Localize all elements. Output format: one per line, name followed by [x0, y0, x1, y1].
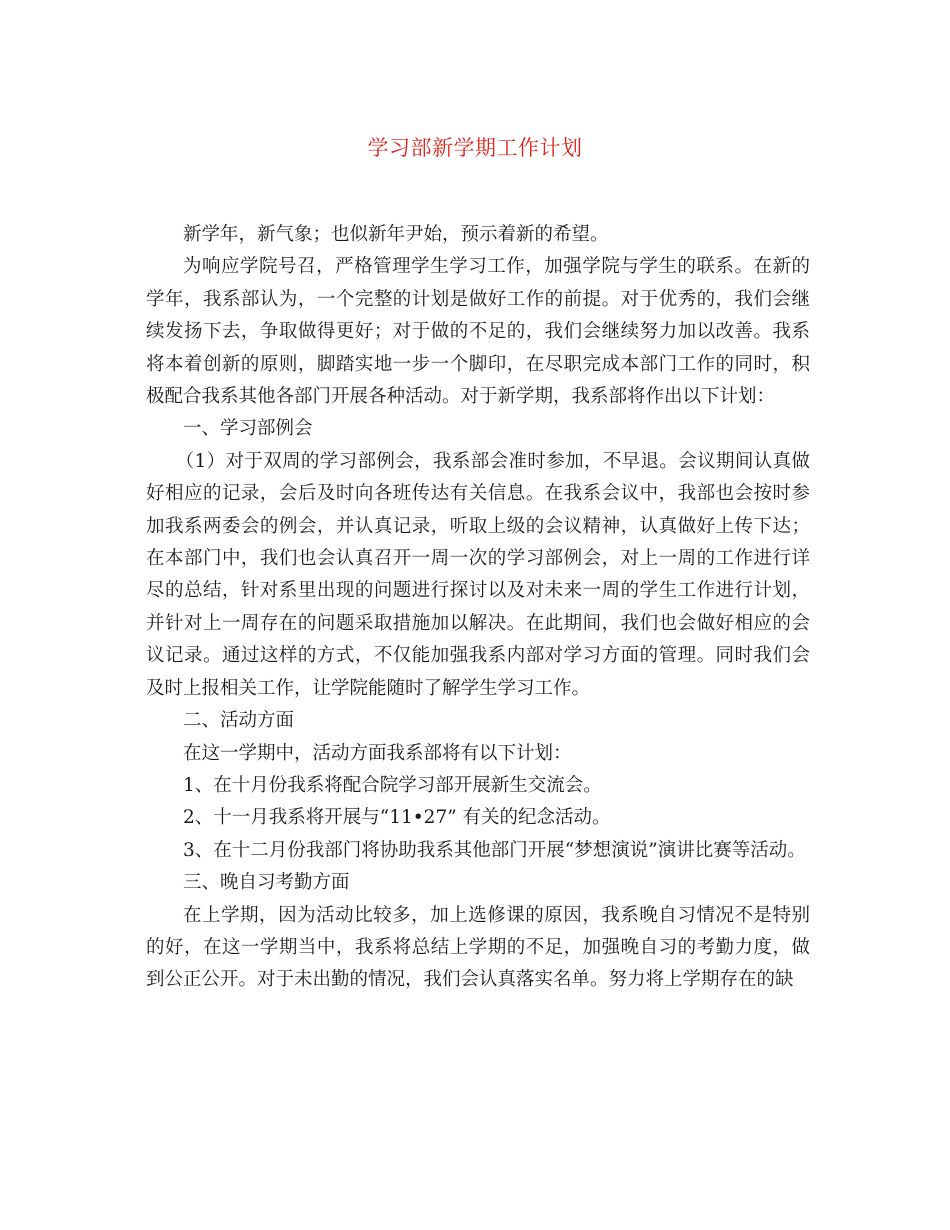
document-body: [146, 219, 810, 997]
paragraph-attendance: 在上学期，因为活动比较多，加上选修课的原因，我系晚自习情况不是特别的好，在这一学期当中，我系将总结上学期的不足，加强晚自习的考勤力度，做到公正公开。对于未出勤的情况，我们会认真落实名单。努力将上学期存在的缺: [146, 904, 810, 991]
paragraph-activities-intro: 在这一学期中，活动方面我系部将有以下计划：: [183, 742, 572, 764]
section-heading-meetings: 一、学习部例会: [183, 418, 313, 440]
paragraph-intro: 新学年，新气象；也似新年尹始，预示着新的希望。: [183, 224, 609, 245]
section-heading-attendance: 三、晚自习考勤方面: [183, 872, 350, 894]
section-heading-activities: 二、活动方面: [183, 710, 295, 732]
list-item-activity-1: 1、在十月份我系将配合院学习部开展新生交流会。: [183, 774, 602, 796]
paragraph-meetings: （1）对于双周的学习部例会，我系部会准时参加，不早退。会议期间认真做好相应的记录，会后及时向各班传达有关信息。在我系会议中，我部也会按时参加我系两委会的例会，并认真记录，听取上级的会议精神，认真做好上传下达；在本部门中，我们也会认真召开一周一次的学习部例会，对上一周的工作进行详尽的总结，针对系里出现的问题进行探讨以及对未来一周的学生工作进行计划，并针对上一周存在的问题采取措施加以解决。在此期间，我们也会做好相应的会议记录。通过这样的方式，不仅能加强我系内部对学习方面的管理。同时我们会及时上报相关工作，让学院能随时了解学生学习工作。: [146, 450, 810, 699]
list-item-activity-3: 3、在十二月份我部门将协助我系其他部门开展“梦想演说”演讲比赛等活动。: [183, 839, 806, 861]
document-title: 学习部新学期工作计划: [367, 136, 583, 160]
paragraph-purpose: 为响应学院号召，严格管理学生学习工作，加强学院与学生的联系。在新的学年，我系部认为，一个完整的计划是做好工作的前提。对于优秀的，我们会继续发扬下去，争取做得更好；对于做的不足的，我们会继续努力加以改善。我系将本着创新的原则，脚踏实地一步一个脚印，在尽职完成本部门工作的同时，积极配合我系其他各部门开展各种活动。对于新学期，我系部将作出以下计划：: [146, 256, 810, 408]
list-item-activity-2: 2、十一月我系将开展与“11•27” 有关的纪念活动。: [183, 807, 611, 829]
